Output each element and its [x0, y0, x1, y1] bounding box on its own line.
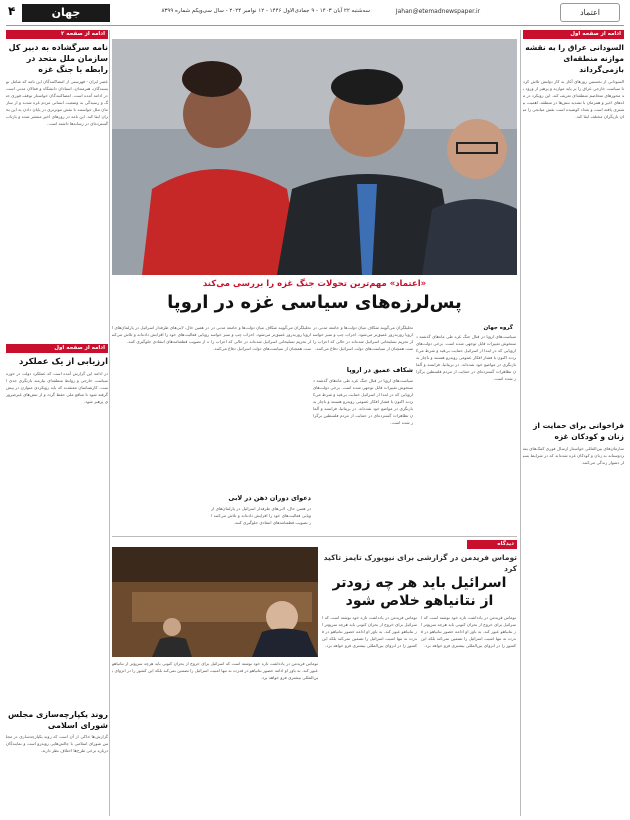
email-address[interactable]: Jahan@etemadnewspaper.ir [395, 8, 481, 15]
article-body: عصر ایران - فهرستی از امضاکنندگان این نامه که شامل نویسندگان، هنرمندان، استادان دانشگاه و فعالان مدنی است در ادامه آمده است. امضاکنندگان خواستار توقف فوری جنگ و رسیدگی به وضعیت انسانی مردم غزه شدند و از سازمان ملل خواستند تا نقش موثرتری در پایان دادن به این بحران ایفا کند. این نامه در روزهای اخیر منتشر شده و بازتاب گسترده‌ای در رسانه‌ها داشته است. [6, 79, 108, 126]
bottom-columns [322, 614, 517, 814]
section-name: جهان [22, 4, 110, 22]
article-body: تحلیلگران می‌گویند شکاف میان دولت‌ها و جامعه مدنی در اروپا روزبه‌روز عمیق‌تر می‌شود. احزاب چپ و سبز خواستار تحریم تسلیحاتی اسرائیل شده‌اند در حالی که احزاب راست همچنان از سیاست‌های دولت اسرائیل دفاع می‌کنند. [211, 325, 311, 351]
article-body: تحلیلگران می‌گویند شکاف میان دولت‌ها و جامعه مدنی در اروپا روزبه‌روز عمیق‌تر می‌شود. احزاب چپ و سبز خواستار تحریم تسلیحاتی اسرائیل شده‌اند در حالی که احزاب راست همچنان از سیاست‌های دولت اسرائیل دفاع می‌کنند. [313, 325, 413, 351]
bottom-headline-1: اسرائیل باید هر چه زودتر [332, 575, 507, 591]
article-body: سیاست‌های اروپا در قبال جنگ غزه طی ماه‌های گذشته دستخوش تغییرات قابل توجهی شده است. برخی دولت‌های اروپایی که در ابتدا از اسرائیل حمایت بی‌قید و شرط می‌کردند اکنون با فشار افکار عمومی روبه‌رو هستند و ناچار به بازنگری در مواضع خود شده‌اند. در بریتانیا، فرانسه و آلمان تظاهرات گسترده‌ای در حمایت از مردم فلسطین برگزار شده است. [416, 334, 516, 381]
article-body: در همین حال، لابی‌های طرفدار اسرائیل در پارلمان‌های اروپایی فعالیت‌های خود را افزایش داده‌اند و تلاش می‌کنند از تصویب قطعنامه‌های انتقادی جلوگیری کنند. [211, 506, 311, 525]
article-body: سیاست‌های اروپا در قبال جنگ غزه طی ماه‌های گذشته دستخوش تغییرات قابل توجهی شده است. برخی دولت‌های اروپایی که در ابتدا از اسرائیل حمایت بی‌قید و شرط می‌کردند اکنون با فشار افکار عمومی روبه‌رو هستند و ناچار به بازنگری در مواضع خود شده‌اند. در بریتانیا، فرانسه و آلمان تظاهرات گسترده‌ای در حمایت از مردم فلسطین برگزار شده است. [313, 378, 413, 425]
continuation-label: ادامه از صفحه ۲ [6, 30, 108, 39]
page-number: ۴ [8, 4, 16, 18]
main-headline: پس‌لرزه‌های سیاسی غزه در اروپا [167, 292, 462, 313]
bottom-headline-2: از نتانیاهو خلاص شود [345, 593, 494, 609]
column-divider [109, 30, 110, 816]
right-column [523, 30, 624, 816]
author-label: گروه جهان [483, 325, 513, 331]
section-subheading: شکاف عمیق در اروپا [346, 366, 413, 374]
continuation-label: ادامه از صفحه اول [6, 344, 108, 353]
article-body: توماس فریدمن در یادداشت تازه خود نوشته است که اسرائیل برای خروج از بحران کنونی باید هرچه سریع‌تر از نتانیاهو عبور کند. به باور او ادامه حضور نتانیاهو در قدرت نه تنها امنیت اسرائیل را تضمین نمی‌کند بلکه این کشور را در انزوای بین‌المللی بیشتری فرو خواهد برد. [112, 661, 318, 680]
article-body: در همین حال، لابی‌های طرفدار اسرائیل در پارلمان‌های اروپایی فعالیت‌های خود را افزایش داده‌اند و تلاش می‌کنند از تصویب قطعنامه‌های انتقادی جلوگیری کنند. [112, 325, 209, 344]
main-body-col-3 [211, 324, 311, 534]
politicians-photo [112, 39, 517, 275]
main-body-col-2 [313, 324, 413, 534]
section-divider [112, 536, 517, 537]
main-body-col-4 [112, 324, 209, 534]
article-headline: السودانی عراق را به نقشه موازنه منطقه‌ای بازمی‌گرداند [525, 43, 624, 74]
article-headline: فراخوانی برای حمایت از زنان و کودکان غزه [533, 421, 624, 441]
dateline: سه‌شنبه ۲۲ آبان ۱۴۰۳ - ۹ جمادی‌الاول ۱۴۴۶ - ۱۲ نوامبر ۲۰۲۴ - سال سی‌ویکم شماره ۸۳۹۹ [161, 8, 370, 14]
knesset-photo [112, 547, 318, 657]
bottom-kicker: توماس فریدمن در گزارشی برای نیویورک تایمز تاکید کرد [323, 553, 517, 573]
page-header [0, 0, 630, 26]
newspaper-logo: اعتماد [560, 3, 620, 22]
header-divider [6, 25, 624, 26]
article-headline: روند یکپارچه‌سازی مجلس شورای اسلامی [7, 710, 108, 730]
section-subheading: دعوای دوران ذهن در لابی [228, 494, 311, 502]
article-body: توماس فریدمن در یادداشت تازه خود نوشته است که اسرائیل برای خروج از بحران کنونی باید هرچه سریع‌تر از نتانیاهو عبور کند. به باور او ادامه حضور نتانیاهو در قدرت نه تنها امنیت اسرائیل را تضمین نمی‌کند بلکه این کشور را در انزوای بین‌المللی بیشتری فرو خواهد برد. [322, 615, 417, 648]
column-divider [520, 30, 521, 816]
parliament-photo [112, 547, 318, 657]
main-story-head [112, 278, 517, 320]
article-headline: نامه سرگشاده به دبیر کل سازمان ملل متحد در رابطه با جنگ غزه [8, 43, 108, 74]
article-body: السودانی از نخستین روزهای آغاز به کار دولتش تلاش کرد تا سیاست خارجی عراق را بر پایه موازنه و پرهیز از ورود به محورهای متخاصم منطقه‌ای تعریف کند. این رویکرد در ماه‌های اخیر و همزمان با تشدید تنش‌ها در منطقه، اهمیت بیشتری یافته است و بغداد کوشیده است نقش میانجی را میان بازیگران مختلف ایفا کند. [523, 79, 624, 119]
main-kicker: «اعتماد» مهم‌ترین تحولات جنگ غزه را بررسی می‌کند [202, 279, 427, 289]
main-photo [112, 39, 517, 275]
opinion-label: دیدگاه [467, 540, 517, 549]
article-body: سازمان‌های بین‌المللی خواستار ارسال فوری کمک‌های بشردوستانه به زنان و کودکان غزه شده‌اند که در شرایط بسیار دشوار زندگی می‌کنند. [523, 446, 624, 465]
article-body: در ادامه این گزارش آمده است که عملکرد دولت در حوزه سیاست خارجی و روابط منطقه‌ای نیازمند بازنگری جدی است. کارشناسان معتقدند که باید رویکردی متوازن در پیش گرفته شود تا منافع ملی حفظ گردد و از تنش‌های غیرضروری پرهیز شود. [6, 371, 108, 404]
bottom-story [322, 540, 517, 816]
article-body: گزارش‌ها حاکی از آن است که روند یکپارچه‌سازی در مجلس شورای اسلامی با چالش‌هایی روبه‌رو است و نمایندگان درباره برخی طرح‌ها اختلاف نظر دارند. [6, 734, 108, 753]
article-body: توماس فریدمن در یادداشت تازه خود نوشته است که اسرائیل برای خروج از بحران کنونی باید هرچه سریع‌تر از نتانیاهو عبور کند. به باور او ادامه حضور نتانیاهو در قدرت نه تنها امنیت اسرائیل را تضمین نمی‌کند بلکه این کشور را در انزوای بین‌المللی بیشتری فرو خواهد برد. [421, 615, 516, 648]
left-column [6, 30, 108, 816]
main-body-col-1 [416, 324, 516, 534]
article-headline: ارزیابی از یک عملکرد [18, 357, 108, 367]
bottom-left-text [112, 660, 318, 816]
continuation-label: ادامه از صفحه اول [523, 30, 624, 39]
